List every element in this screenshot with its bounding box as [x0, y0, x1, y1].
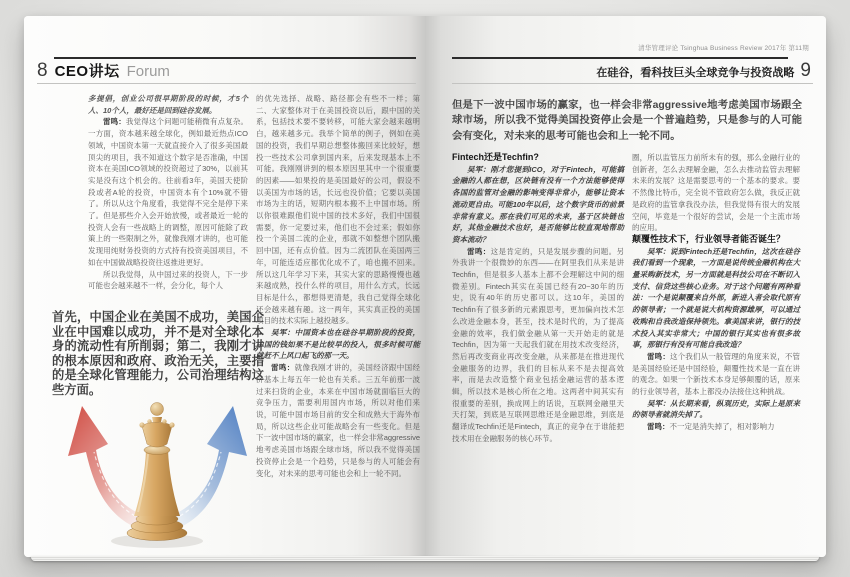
paragraph — [632, 398, 800, 421]
paragraph — [256, 327, 420, 362]
pull-quote: 首先，中国企业在美国不成功，美国企业在中国难以成功，并不是对全球化本身的流动性有所削弱；第二，我刚才讲的根本原因和政府、政治无关，主要指的是全球化管理能力，公司治理结构这些方面。 — [52, 310, 264, 397]
speaker-name: 吴军： — [647, 398, 670, 408]
speaker-name: 吴军： — [467, 164, 491, 174]
header-rule-thick — [54, 57, 416, 59]
left-column-1 — [88, 93, 248, 292]
page-right — [425, 16, 826, 557]
paragraph-text: 刚才您提到ICO，对于Fintech，可能搞金融的人都在想，区块链有没有一个方法能够使得各国的监管对金融的影响变得非常小，能够让资本流动更自由。可能100年以后，这个数字货币的前景非常有意义。那在我们可见的未来，基于区块链也好，其他金融技术也好，是否能够比较直观地帮助资本流动？ — [452, 164, 624, 244]
section-title-en: Forum — [126, 63, 170, 80]
paragraph-text: 中国资本也在硅谷早期阶段的投资，中国的钱如果不是比较早的投入，很多时候可能就赶不上风口起飞的那一天。 — [256, 328, 421, 361]
paragraph: 的优先选择、战略、路径都会有些不一样；第二、大家整体对于在美国投资以后，跟中国的关系，包括技术要不要转移，可能大家会越来越明白，越来越多元。我举个简单的例子，例如在美国的投资，我们早期总想整体搬回来比较好，想投一些技术公司拿到国内来，后来发现基本上不可能。我刚刚讲到的根本原因里其中一个很重要的因素——如果投的是美国最好的公司，假设不以美国为市场的话，长远也没价值；它要以美国市场为主的话，短期内根本搬不上中国市场。所以你很难跟他们说中国的技术多好，我们中国很需要，你一定要过来，他们也不会过来；假如你投一个美国二流的企业，那就不如整想个团队搬回中国，还有点价值。因为二流团队在美国两三年，可能连适应都优化成不了，咱也搬不回来。所以这几年学习下来，其实大家的思路慢慢也越来越成熟，投什么样的项目，用什么方式，长远目标是什么，都想得更清楚，我自己觉得全球化还会越来越有趣。这一两年，其实真正投的美国项目的技术实际上越投越多。 — [256, 94, 420, 326]
sub-heading: 颠覆性技术下，行业领导者能否诞生？ — [632, 233, 786, 244]
speaker-name: 吴军： — [271, 328, 295, 338]
speaker-name: 雷鸣： — [647, 422, 670, 432]
article-headline: 在硅谷，看科技巨头全球竞争与投资战略 — [596, 67, 795, 79]
paragraph-text: 这个我们从一般管理的角度来说，不管是美国经验还是中国经验，颠覆性技术是一直在讲的观念。如果一个新技术本身足够颠覆的话，原来的行业领导者，基本上都没办法接住这种挑战。 — [632, 351, 801, 397]
speaker-name: 雷鸣： — [647, 351, 670, 361]
paragraph — [452, 164, 624, 246]
paragraph: 圈，所以监管压力前所未有的强，那么金融行业的创新者，怎么去理解金融，怎么去推动监管去理解未来的发展？这是需要思考的一个基本的要求。要不然像比特币，完全说不管政府怎么做，我反正就是政府的监管拿我没办法，但我觉得有很大的发展空间，毕竟是一个很好的尝试，会是一个主流市场的应用。 — [632, 153, 800, 233]
paragraph-text: 从长期来看，纵观历史，实际上是原来的领导者就消失掉了。 — [632, 398, 801, 420]
paragraph — [632, 246, 800, 351]
paragraph — [256, 362, 420, 479]
paragraph-text: 我觉得这个问题可能稍微有点复杂。一方面，资本越来越全球化，例如最近热点ICO领域，中国资本第一天就直接介入了很多美国最顶尖的项目，我不知道这个数字是否准确，中国资本在美国ICO领域的投资超过了30%，以前其实是没有这个机会的。往前看3年，美国天使阶段或者A轮的投资，中国资本有个10%就不错了。所以从这个角度看，我觉得不完全是停下来了。但是那些介入会开始放慢，或者最近一轮的投资人会有一些战略上的调整，原因可能除了政策上的一些限制之外，就像我刚才讲的，也可能发现用纯财务投资的方式持有投资美国项目，不如在中国做战略投资往返推进更好。 — [88, 117, 249, 267]
speaker-name: 吴军： — [647, 246, 671, 256]
header-rule-thick — [452, 57, 788, 59]
right-column-1 — [452, 152, 624, 445]
stacked-page-edges — [31, 556, 819, 561]
chess-queen-arrows-illustration — [50, 392, 265, 552]
left-column-2 — [256, 93, 420, 479]
page-left — [24, 16, 425, 557]
intro-paragraph: 多提倡，创业公司很早期阶段的时候，才5个人、10个人，最好还是回到硅谷发展。 — [88, 94, 248, 115]
left-page-header — [37, 60, 170, 82]
chess-queen — [127, 403, 187, 541]
header-rule-thin — [37, 83, 416, 84]
paragraph-text: 这是肯定的，只是发展步骤的问题。另外我讲一个很微妙的东西——在阿里我们从来是讲Techfin，但是很多人基本上都不会理解这中间的细微差别。Fintech其实在美国已经有20~30年的历史，说有40年的历史都可以。这10年，美国的Techfin有了很多新的元素跟思考，更加偏向技术怎么改进金融本身，甚至，技术是时代的，为了提高金融的效率，我们做金融从第一天开始走的就是Techfin，因为第一天起我们就在用技术改变经济，然后再改变商业再改变金融，从来都是在推进现代金融服务的边界，我们的目标从来不是去提高效率，而是去改造整个商业包括金融运营的基本逻辑，所以技术是核心所在之地。这两者中间其实有很重要的差别，换成网上的话说，互联网金融里天天打架，到底是互联网思维还是金融思维，到底是翻译成Techfin还是Fintech，真正的竞争在于谁能把技术用在金融服务的核心环节。 — [452, 246, 625, 443]
chess-graphic — [50, 392, 265, 552]
paragraph — [452, 246, 624, 445]
speaker-name: 雷鸣： — [271, 363, 295, 373]
page-number-left: 8 — [37, 60, 48, 81]
paragraph — [88, 116, 248, 268]
paragraph — [632, 421, 800, 433]
paragraph — [632, 351, 800, 398]
speaker-name: 雷鸣： — [467, 246, 491, 256]
speaker-name: 雷鸣： — [103, 117, 126, 127]
paragraph: 所以我觉得，从中国过来的投资人，下一步可能也会越来越不一样，会分化，每个人 — [88, 269, 248, 291]
right-column-2 — [632, 152, 800, 433]
magazine-spread — [24, 16, 826, 557]
lead-paragraph: 但是下一波中国市场的赢家，也一样会非常aggressive地考虑美国市场跟全球市场，所以我不觉得美国投资停止会是一个普遍趋势，只是参与的人可能会有变化，对未来的思考可能也会和上一轮不同。 — [452, 100, 802, 142]
masthead: 清华管理评论 Tsinghua Business Review 2017年 第11期 — [638, 45, 809, 52]
header-rule-thin — [452, 83, 813, 84]
sub-heading: Fintech还是Techfin? — [452, 152, 539, 162]
paragraph-text: 不一定是消失掉了，相对影响力 — [669, 422, 775, 432]
right-page-header — [596, 60, 811, 82]
section-title: CEO讲坛 — [54, 63, 120, 80]
paragraph-text: 说到Fintech还是Techfin，这次在硅谷我们看到一个现象，一方面是说传统金融机构在大量采购新技术，另一方面就是科技公司在不断切入支付、信贷这些核心业务。对于这个问题有两种看法：一个是说颠覆来自外部，新进入者会取代原有的领导者；一个就是说大机构资源雄厚，可以通过收购和自我改造保持领先。拿美国来讲，银行的技术投入其实非常大；中国的银行其实也有很多故事，那银行有没有可能自我改造？ — [632, 246, 801, 350]
page-number-right: 9 — [800, 60, 811, 81]
paragraph-text: 就像我刚才讲的，美国经济跟中国经济基本上每五年一轮也有关系。三五年前那一波过来扫货的企业，本来在中国市场就面临巨大的竞争压力，需要利用国内市场，所以对他们来说，可能中国市场目前的安全和成熟大于海外布局，所以这些企业可能战略会有一些变化。但是下一波中国市场的赢家，也一样会非常aggressive地考虑美国市场跟全球市场，所以我不觉得美国投资停止会是一个趋势，只是参与的人可能会有变化，对未来的思考可能也会和上一轮不同。 — [256, 363, 421, 478]
